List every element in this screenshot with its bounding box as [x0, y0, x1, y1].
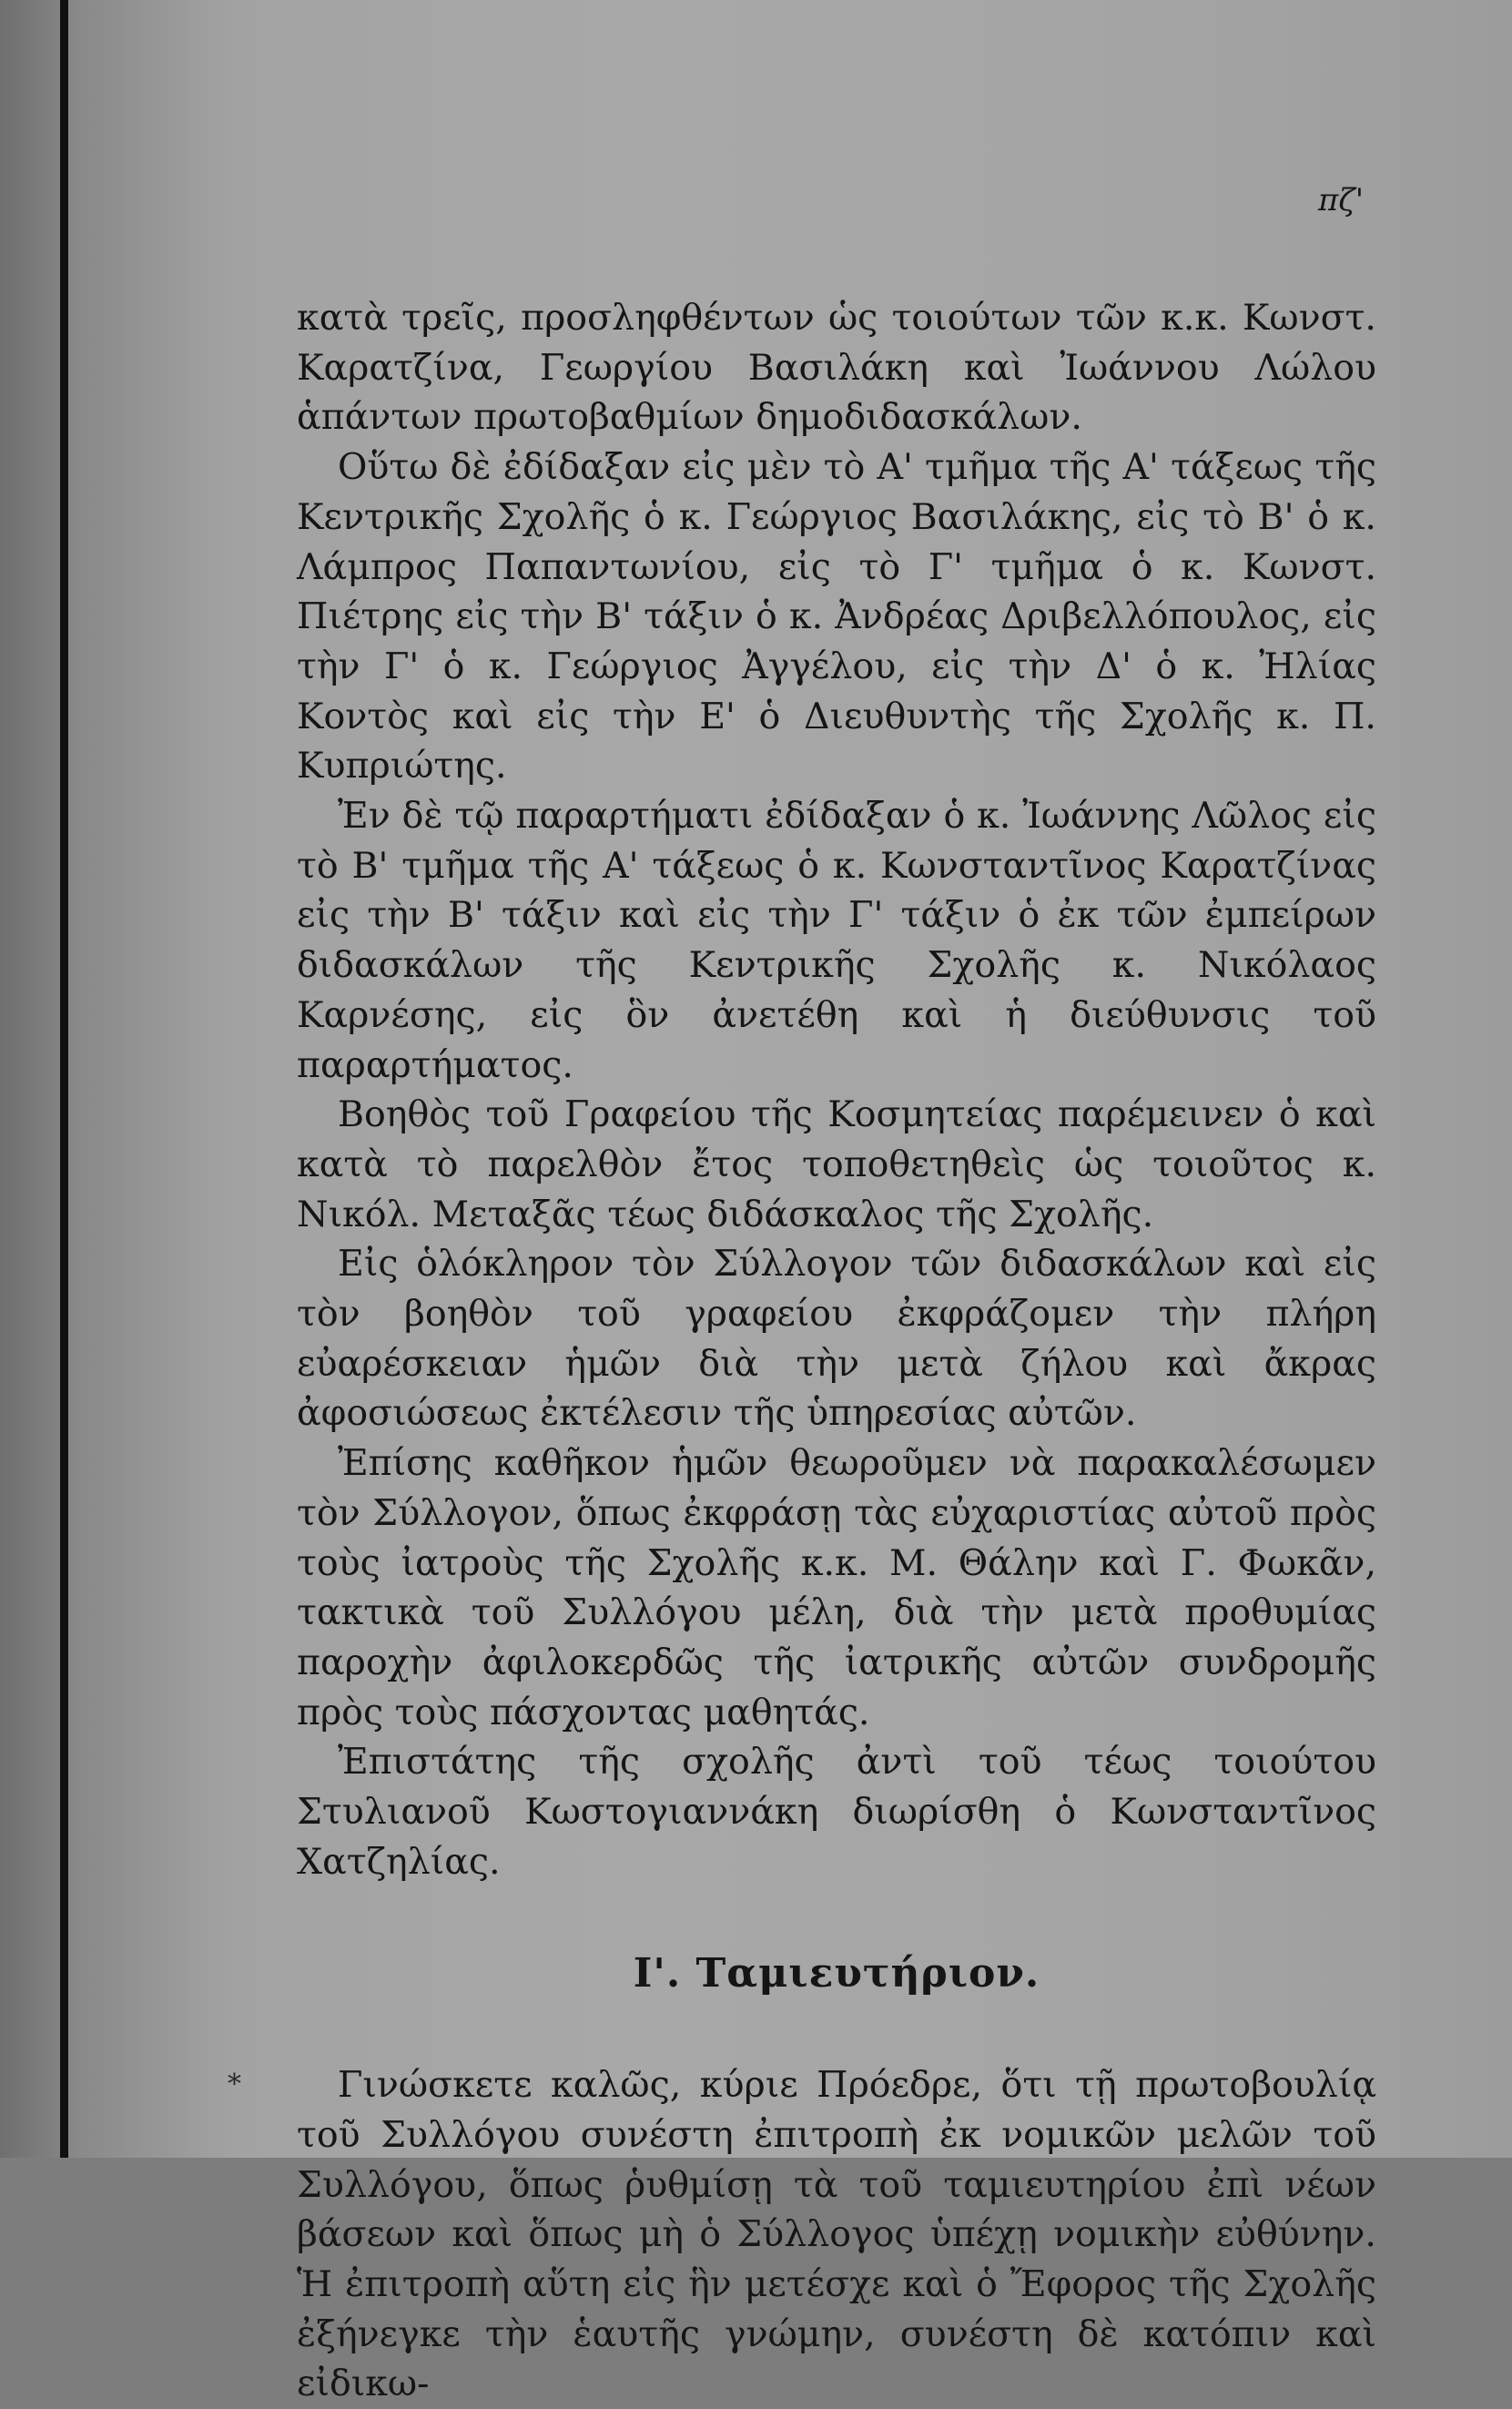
paragraph-savings-bank: Γινώσκετε καλῶς, κύριε Πρόεδρε, ὅτι τῇ πρωτοβουλίᾳ τοῦ Συλλόγου συνέστη ἐπιτροπὴ ἐκ νομικῶν μελῶν τοῦ Συλλόγου, ὅπως ῥυθμίσῃ τὰ τοῦ ταμιευτηρίου ἐπὶ νέων βάσεων καὶ ὅπως μὴ ὁ Σύλλογος ὑπέχῃ νομικὴν εὐθύνην. Ἡ ἐπιτροπὴ αὕτη εἰς ἣν μετέσχε καὶ ὁ Ἔφορος τῆς Σχολῆς ἐξήνεγκε τὴν ἑαυτῆς γνώμην, συνέστη δὲ κατόπιν καὶ εἰδικω-	[297, 2064, 1376, 2405]
paragraph-office-assistant: Βοηθὸς τοῦ Γραφείου τῆς Κοσμητείας παρέμεινεν ὁ καὶ κατὰ τὸ παρελθὸν ἔτος τοποθετηθεὶς ὡς τοιοῦτος κ. Νικόλ. Μεταξᾶς τέως διδάσκαλος τῆς Σχολῆς.	[297, 1093, 1376, 1235]
body-text	[297, 293, 1376, 2409]
paragraph-annex-teachers: Ἐν δὲ τῷ παραρτήματι ἐδίδαξαν ὁ κ. Ἰωάννης Λῶλος εἰς τὸ Β' τμῆμα τῆς Α' τάξεως ὁ κ. Κωνσταντῖνος Καρατζίνας εἰς τὴν Β' τάξιν καὶ εἰς τὴν Γ' τάξιν ὁ ἐκ τῶν ἐμπείρων διδασκάλων τῆς Κεντρικῆς Σχολῆς κ. Νικόλαος Καρνέσης, εἰς ὃν ἀνετέθη καὶ ἡ διεύθυνσις τοῦ παραρτήματος.	[297, 795, 1376, 1086]
paragraph-doctors-thanks: Ἐπίσης καθῆκον ἡμῶν θεωροῦμεν νὰ παρακαλέσωμεν τὸν Σύλλογον, ὅπως ἐκφράσῃ τὰς εὐχαριστίας αὐτοῦ πρὸς τοὺς ἰατροὺς τῆς Σχολῆς κ.κ. Μ. Θάλην καὶ Γ. Φωκᾶν, τακτικὰ τοῦ Συλλόγου μέλη, διὰ τὴν μετὰ προθυμίας παροχὴν ἀφιλοκερδῶς τῆς ἰατρικῆς αὐτῶν συνδρομῆς πρὸς τοὺς πάσχοντας μαθητάς.	[297, 1442, 1376, 1733]
book-binding-edge	[60, 0, 68, 2158]
section-heading: Ι'. Ταμιευτήριον.	[633, 1949, 1040, 1997]
page-number: πζ'	[1318, 182, 1365, 219]
paragraph-caretaker: Ἐπιστάτης τῆς σχολῆς ἀντὶ τοῦ τέως τοιούτου Στυλιανοῦ Κωστογιαννάκη διωρίσθη ὁ Κωνσταντῖνος Χατζηλίας.	[297, 1741, 1376, 1883]
paragraph-teachers-assignment: Οὕτω δὲ ἐδίδαξαν εἰς μὲν τὸ Α' τμῆμα τῆς Α' τάξεως τῆς Κεντρικῆς Σχολῆς ὁ κ. Γεώργιος Βασιλάκης, εἰς τὸ Β' ὁ κ. Λάμπρος Παπαντωνίου, εἰς τὸ Γ' τμῆμα ὁ κ. Κωνστ. Πιέτρης εἰς τὴν Β' τάξιν ὁ κ. Ἀνδρέας Δριβελλόπουλος, εἰς τὴν Γ' ὁ κ. Γεώργιος Ἀγγέλου, εἰς τὴν Δ' ὁ κ. Ἠλίας Κοντὸς καὶ εἰς τὴν Ε' ὁ Διευθυντὴς τῆς Σχολῆς κ. Π. Κυπριώτης.	[297, 446, 1376, 788]
margin-mark: *	[228, 2068, 241, 2100]
paragraph-praise: Εἰς ὁλόκληρον τὸν Σύλλογον τῶν διδασκάλων καὶ εἰς τὸν βοηθὸν τοῦ γραφείου ἐκφράζομεν τὴν πλήρη εὐαρέσκειαν ἡμῶν διὰ τὴν μετὰ ζήλου καὶ ἄκρας ἀφοσιώσεως ἐκτέλεσιν τῆς ὑπηρεσίας αὐτῶν.	[297, 1243, 1376, 1435]
paragraph-continuation: κατὰ τρεῖς, προσληφθέντων ὡς τοιούτων τῶν κ.κ. Κωνστ. Καρατζίνα, Γεωργίου Βασιλάκη καὶ Ἰωάννου Λώλου ἁπάντων πρωτοβαθμίων δημοδιδασκάλων.	[297, 297, 1376, 439]
